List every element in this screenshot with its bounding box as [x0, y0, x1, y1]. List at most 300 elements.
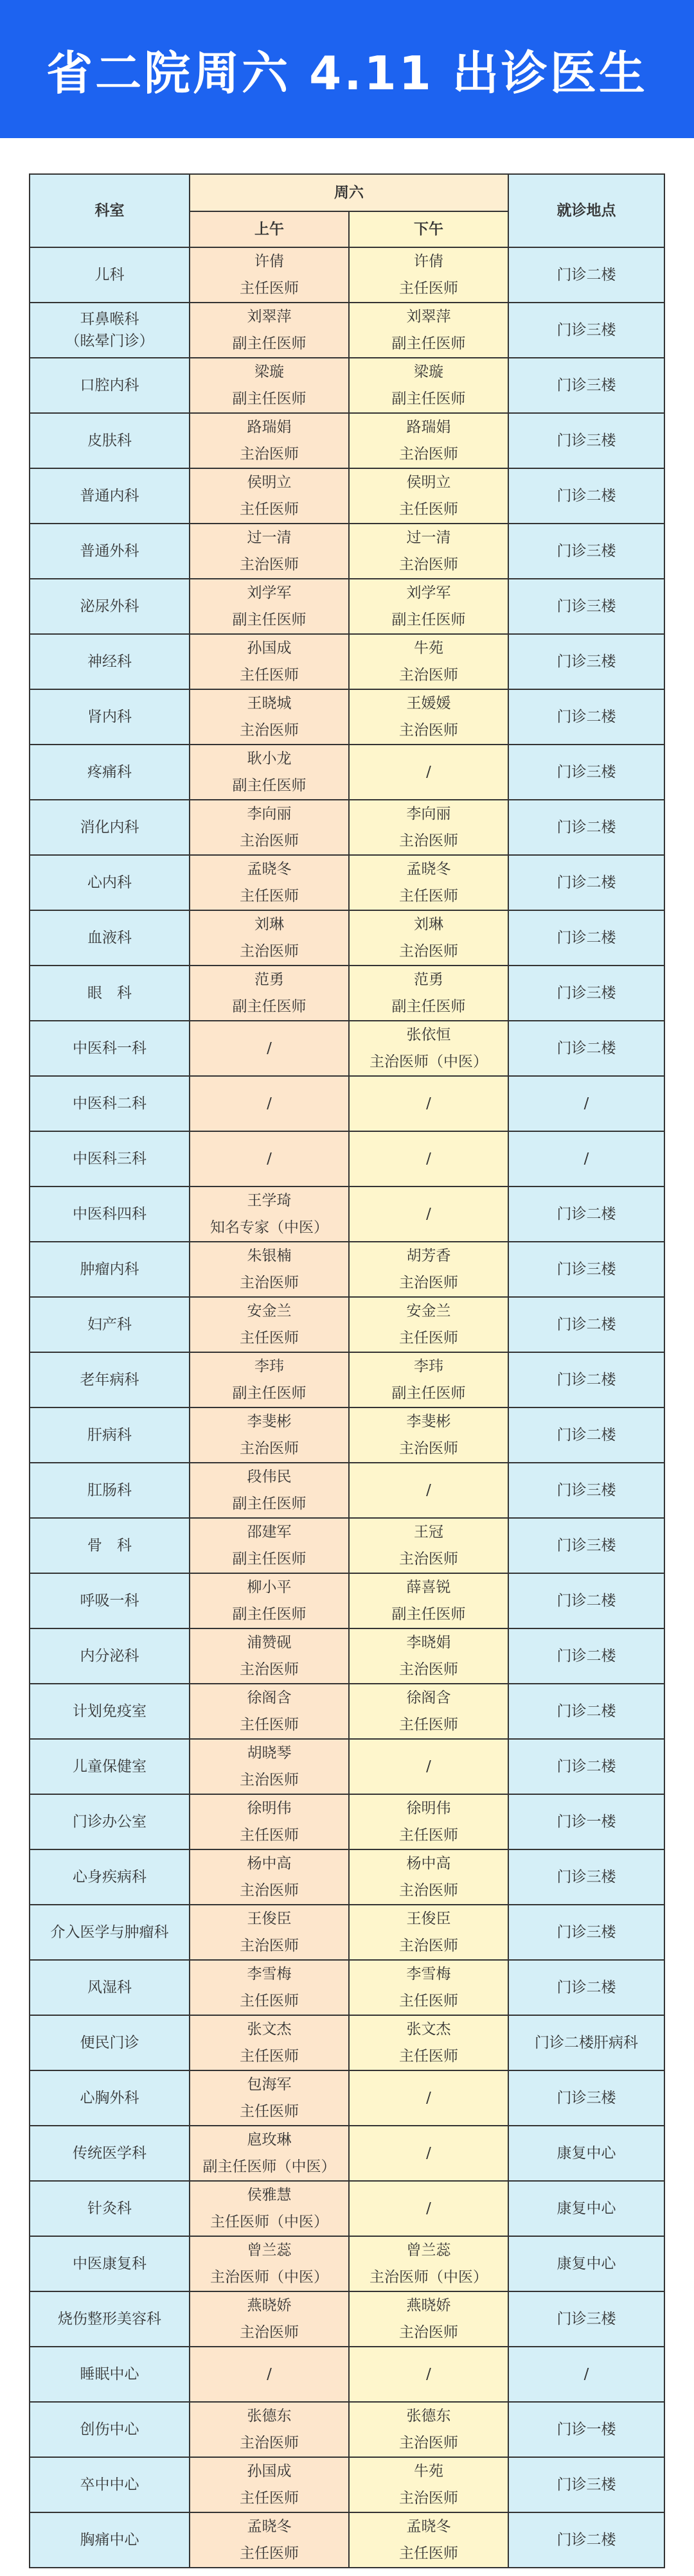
- department-name: 中医科三科: [73, 1151, 147, 1167]
- location-cell: 门诊三楼: [508, 413, 664, 468]
- am-doctor-cell: [190, 1849, 349, 1905]
- doctor-name: 过一清: [406, 529, 451, 546]
- doctor-title: 主治医师: [240, 1882, 299, 1899]
- location-cell: 门诊二楼: [508, 247, 664, 303]
- table-row: [30, 966, 664, 1021]
- am-doctor-cell: [190, 2347, 349, 2402]
- doctor-title: 主任医师: [399, 280, 458, 297]
- location-cell: 门诊二楼: [508, 689, 664, 745]
- doctor-title: 主任医师（中医）: [210, 2214, 328, 2230]
- am-doctor-cell: [190, 1187, 349, 1242]
- doctor-title: 知名专家（中医）: [210, 1219, 328, 1236]
- doctor-name: 孟晓冬: [406, 2518, 451, 2535]
- table-row: [30, 2126, 664, 2181]
- doctor-name: 刘翠萍: [247, 308, 292, 325]
- department-cell: [30, 689, 190, 745]
- pm-doctor-cell: [349, 303, 508, 358]
- pm-doctor-cell: [349, 2070, 508, 2126]
- location-cell: 康复中心: [508, 2181, 664, 2236]
- doctor-name: 杨中高: [406, 1855, 451, 1872]
- table-row: [30, 468, 664, 524]
- doctor-name: 曾兰蕊: [406, 2242, 451, 2259]
- location-cell: /: [508, 2347, 664, 2402]
- header-day: 周六: [190, 174, 508, 211]
- department-cell: [30, 579, 190, 634]
- doctor-name: 王俊臣: [406, 1910, 451, 1927]
- doctor-title: 主治医师: [399, 1661, 458, 1678]
- pm-doctor-cell: [349, 1905, 508, 1960]
- pm-doctor-cell: [349, 1960, 508, 2015]
- location-cell: 门诊二楼肝病科: [508, 2015, 664, 2070]
- doctor-name: 李斐彬: [406, 1413, 451, 1430]
- department-cell: [30, 2291, 190, 2347]
- doctor-name: 李斐彬: [247, 1413, 292, 1430]
- table-row: [30, 1684, 664, 1739]
- department-name: 针灸科: [87, 2200, 132, 2217]
- location-cell: 门诊三楼: [508, 745, 664, 800]
- department-cell: [30, 1905, 190, 1960]
- location-cell: 门诊二楼: [508, 468, 664, 524]
- doctor-name: 李雪梅: [247, 1966, 292, 1982]
- am-doctor-cell: [190, 524, 349, 579]
- doctor-title: 主治医师: [399, 1937, 458, 1954]
- doctor-name: 刘学军: [247, 585, 292, 601]
- location-cell: 门诊三楼: [508, 303, 664, 358]
- am-doctor-cell: [190, 1242, 349, 1297]
- doctor-title: 副主任医师（中医）: [202, 2158, 336, 2175]
- am-doctor-cell: [190, 1739, 349, 1794]
- location-cell: 门诊三楼: [508, 1242, 664, 1297]
- doctor-name: 梁璇: [254, 364, 284, 380]
- doctor-title: 主治医师: [240, 1275, 299, 1291]
- doctor-name: 刘学军: [406, 585, 451, 601]
- doctor-title: 主治医师: [399, 2324, 458, 2341]
- department-cell: [30, 2236, 190, 2291]
- doctor-name: 张文杰: [247, 2021, 292, 2038]
- doctor-title: 主治医师: [399, 943, 458, 960]
- department-name: 风湿科: [87, 1979, 132, 1996]
- table-row: [30, 1297, 664, 1352]
- pm-doctor-cell: [349, 1628, 508, 1684]
- doctor-title: 主任医师: [399, 501, 458, 518]
- doctor-name: 安金兰: [406, 1303, 451, 1319]
- doctor-title: 副主任医师: [232, 1606, 307, 1623]
- department-name: 老年病科: [80, 1372, 139, 1388]
- doctor-name: /: [426, 1758, 431, 1775]
- department-name: 普通外科: [80, 543, 139, 560]
- doctor-name: 徐阁含: [406, 1689, 451, 1706]
- pm-doctor-cell: [349, 1187, 508, 1242]
- table-row: [30, 1407, 664, 1463]
- department-name: 创伤中心: [80, 2421, 139, 2438]
- doctor-title: 副主任医师: [391, 612, 466, 628]
- location-cell: 门诊二楼: [508, 1297, 664, 1352]
- am-doctor-cell: [190, 1905, 349, 1960]
- doctor-title: 主治医师: [399, 556, 458, 573]
- pm-doctor-cell: [349, 1076, 508, 1131]
- am-doctor-cell: [190, 2291, 349, 2347]
- am-doctor-cell: [190, 2512, 349, 2568]
- table-row: [30, 855, 664, 910]
- department-cell: [30, 1849, 190, 1905]
- department-name: 计划免疫室: [73, 1703, 147, 1720]
- location-cell: 门诊二楼: [508, 2512, 664, 2568]
- department-cell: [30, 1297, 190, 1352]
- header-location: 就诊地点: [508, 174, 664, 247]
- table-row: [30, 1187, 664, 1242]
- department-name: 消化内科: [80, 819, 139, 836]
- department-name: 妇产科: [87, 1316, 132, 1333]
- doctor-title: 主治医师: [399, 1551, 458, 1567]
- doctor-title: 主治医师: [240, 446, 299, 463]
- doctor-title: 副主任医师: [232, 1551, 307, 1567]
- header-pm: 下午: [349, 211, 508, 247]
- doctor-name: 徐阁含: [247, 1689, 292, 1706]
- am-doctor-cell: [190, 2236, 349, 2291]
- am-doctor-cell: [190, 634, 349, 689]
- doctor-title: 主任医师: [240, 1330, 299, 1346]
- doctor-name: 李玮: [414, 1358, 443, 1375]
- table-row: [30, 2512, 664, 2568]
- pm-doctor-cell: [349, 2347, 508, 2402]
- location-cell: 门诊二楼: [508, 800, 664, 855]
- department-cell: [30, 1021, 190, 1076]
- doctor-title: 主治医师: [240, 1661, 299, 1678]
- doctor-title: 主治医师: [240, 833, 299, 849]
- doctor-name: 安金兰: [247, 1303, 292, 1319]
- doctor-name: 侯明立: [247, 474, 292, 491]
- location-cell: 门诊三楼: [508, 1463, 664, 1518]
- table-row: [30, 1518, 664, 1573]
- doctor-name: 孟晓冬: [406, 861, 451, 878]
- table-row: [30, 2347, 664, 2402]
- doctor-title: 主治医师: [240, 2435, 299, 2451]
- doctor-name: /: [426, 2090, 431, 2106]
- location-cell: 门诊三楼: [508, 966, 664, 1021]
- am-doctor-cell: [190, 800, 349, 855]
- location-cell: 门诊三楼: [508, 2457, 664, 2512]
- doctor-name: 朱银楠: [247, 1248, 292, 1264]
- doctor-name: 孟晓冬: [247, 861, 292, 878]
- doctor-name: 路瑞娟: [406, 419, 451, 436]
- pm-doctor-cell: [349, 413, 508, 468]
- department-cell: [30, 468, 190, 524]
- am-doctor-cell: [190, 1573, 349, 1628]
- am-doctor-cell: [190, 910, 349, 966]
- doctor-title: 主治医师: [399, 722, 458, 739]
- am-doctor-cell: [190, 358, 349, 413]
- table-row: [30, 1131, 664, 1187]
- pm-doctor-cell: [349, 579, 508, 634]
- department-cell: [30, 1518, 190, 1573]
- doctor-name: 李向丽: [406, 806, 451, 822]
- department-name: 耳鼻喉科: [80, 311, 139, 328]
- pm-doctor-cell: [349, 524, 508, 579]
- doctor-title: 主治医师: [240, 722, 299, 739]
- location-cell: 康复中心: [508, 2126, 664, 2181]
- doctor-title: 主治医师: [240, 1772, 299, 1788]
- department-cell: [30, 358, 190, 413]
- doctor-title: 主治医师: [240, 1440, 299, 1457]
- doctor-name: 王学琦: [247, 1192, 292, 1209]
- am-doctor-cell: [190, 579, 349, 634]
- doctor-title: 主治医师: [399, 667, 458, 684]
- location-cell: 门诊二楼: [508, 1573, 664, 1628]
- doctor-name: 刘琳: [414, 916, 443, 933]
- location-cell: 门诊二楼: [508, 1739, 664, 1794]
- pm-doctor-cell: [349, 1573, 508, 1628]
- am-doctor-cell: [190, 2457, 349, 2512]
- pm-doctor-cell: [349, 2402, 508, 2457]
- doctor-name: 王冠: [414, 1524, 443, 1540]
- department-cell: [30, 966, 190, 1021]
- table-row: [30, 2015, 664, 2070]
- doctor-name: 张德东: [406, 2408, 451, 2424]
- department-name: 儿童保健室: [73, 1758, 147, 1775]
- doctor-name: 王晓城: [247, 695, 292, 712]
- department-cell: [30, 1131, 190, 1187]
- table-row: [30, 745, 664, 800]
- doctor-name: /: [267, 2366, 272, 2383]
- location-cell: /: [508, 1131, 664, 1187]
- department-name: 烧伤整形美容科: [58, 2311, 161, 2327]
- department-name: 中医科一科: [73, 1040, 147, 1057]
- doctor-name: 包海军: [247, 2076, 292, 2093]
- doctor-title: 主任医师: [240, 2048, 299, 2065]
- am-doctor-cell: [190, 855, 349, 910]
- doctor-name: 薛喜锐: [406, 1579, 451, 1596]
- department-name: 血液科: [87, 930, 132, 946]
- page-title: 省二院周六 4.11 出诊医生: [46, 46, 648, 100]
- department-name: 骨 科: [87, 1537, 132, 1554]
- am-doctor-cell: [190, 1684, 349, 1739]
- department-name: 门诊办公室: [73, 1813, 147, 1830]
- doctor-name: /: [426, 764, 431, 781]
- location-cell: 康复中心: [508, 2236, 664, 2291]
- doctor-title: 副主任医师: [232, 612, 307, 628]
- doctor-title: 主任医师: [240, 280, 299, 297]
- doctor-name: 路瑞娟: [247, 419, 292, 436]
- table-row: [30, 1794, 664, 1849]
- pm-doctor-cell: [349, 2291, 508, 2347]
- doctor-title: 主任医师: [240, 1993, 299, 2009]
- doctor-name: 徐明伟: [247, 1800, 292, 1817]
- table-row: [30, 1739, 664, 1794]
- doctor-title: 主任医师: [240, 667, 299, 684]
- doctor-title: 副主任医师: [391, 335, 466, 352]
- doctor-name: 徐明伟: [406, 1800, 451, 1817]
- doctor-title: 副主任医师: [232, 777, 307, 794]
- department-name: 肛肠科: [87, 1482, 132, 1499]
- doctor-name: 孙国成: [247, 640, 292, 657]
- table-row: [30, 2291, 664, 2347]
- pm-doctor-cell: [349, 1021, 508, 1076]
- pm-doctor-cell: [349, 1463, 508, 1518]
- department-name: 泌尿外科: [80, 598, 139, 615]
- location-cell: 门诊三楼: [508, 524, 664, 579]
- doctor-name: 刘翠萍: [406, 308, 451, 325]
- table-row: [30, 910, 664, 966]
- table-row: [30, 2236, 664, 2291]
- pm-doctor-cell: [349, 358, 508, 413]
- department-cell: [30, 910, 190, 966]
- doctor-name: /: [426, 2200, 431, 2217]
- department-cell: [30, 303, 190, 358]
- department-cell: [30, 2402, 190, 2457]
- department-name: 便民门诊: [80, 2034, 139, 2051]
- pm-doctor-cell: [349, 1297, 508, 1352]
- am-doctor-cell: [190, 1794, 349, 1849]
- title-banner: [0, 0, 694, 138]
- doctor-title: 主任医师: [240, 501, 299, 518]
- am-doctor-cell: [190, 1463, 349, 1518]
- department-name: 呼吸一科: [80, 1592, 139, 1609]
- table-row: [30, 1021, 664, 1076]
- doctor-title: 副主任医师: [232, 391, 307, 407]
- doctor-title: 主任医师: [240, 2545, 299, 2562]
- am-doctor-cell: [190, 1297, 349, 1352]
- doctor-name: 柳小平: [247, 1579, 292, 1596]
- table-row: [30, 2181, 664, 2236]
- doctor-name: 范勇: [414, 971, 443, 988]
- department-cell: [30, 2457, 190, 2512]
- department-name: 内分泌科: [80, 1648, 139, 1664]
- pm-doctor-cell: [349, 2181, 508, 2236]
- doctor-name: 张德东: [247, 2408, 292, 2424]
- doctor-title: 主治医师: [399, 1440, 458, 1457]
- table-row: [30, 2070, 664, 2126]
- doctor-name: 范勇: [254, 971, 284, 988]
- department-cell: [30, 1684, 190, 1739]
- department-name: 口腔内科: [80, 377, 139, 394]
- department-name: 眼 科: [87, 985, 132, 1001]
- pm-doctor-cell: [349, 2015, 508, 2070]
- doctor-name: 浦赞砚: [247, 1634, 292, 1651]
- doctor-name: 胡晓琴: [247, 1745, 292, 1761]
- doctor-title: 主治医师: [240, 2324, 299, 2341]
- table-row: [30, 247, 664, 303]
- department-cell: [30, 800, 190, 855]
- table-row: [30, 358, 664, 413]
- pm-doctor-cell: [349, 2457, 508, 2512]
- doctor-title: 主任医师: [240, 1716, 299, 1733]
- location-cell: 门诊二楼: [508, 1960, 664, 2015]
- pm-doctor-cell: [349, 1407, 508, 1463]
- department-cell: [30, 2512, 190, 2568]
- department-name: 心内科: [87, 874, 132, 891]
- doctor-name: 段伟民: [247, 1469, 292, 1485]
- pm-doctor-cell: [349, 855, 508, 910]
- doctor-name: 邵建军: [247, 1524, 292, 1540]
- pm-doctor-cell: [349, 2236, 508, 2291]
- doctor-title: 主治医师: [399, 2435, 458, 2451]
- location-cell: 门诊三楼: [508, 1849, 664, 1905]
- pm-doctor-cell: [349, 1684, 508, 1739]
- am-doctor-cell: [190, 247, 349, 303]
- location-cell: 门诊二楼: [508, 1628, 664, 1684]
- doctor-name: 张依恒: [406, 1027, 451, 1043]
- doctor-name: 牛苑: [414, 640, 443, 657]
- am-doctor-cell: [190, 1407, 349, 1463]
- doctor-title: 主任医师: [399, 1993, 458, 2009]
- department-cell: [30, 1076, 190, 1131]
- department-cell: [30, 1794, 190, 1849]
- doctor-title: 主治医师（中医）: [369, 2269, 488, 2286]
- doctor-name: 李玮: [254, 1358, 284, 1375]
- doctor-title: 主治医师: [240, 1937, 299, 1954]
- location-cell: /: [508, 1076, 664, 1131]
- department-name: 心胸外科: [80, 2090, 139, 2106]
- am-doctor-cell: [190, 1518, 349, 1573]
- am-doctor-cell: [190, 1628, 349, 1684]
- am-doctor-cell: [190, 1131, 349, 1187]
- location-cell: 门诊三楼: [508, 579, 664, 634]
- doctor-title: 副主任医师: [232, 998, 307, 1015]
- location-cell: 门诊三楼: [508, 358, 664, 413]
- table-row: [30, 1352, 664, 1407]
- pm-doctor-cell: [349, 634, 508, 689]
- schedule-table: [29, 173, 665, 2568]
- table-row: [30, 413, 664, 468]
- department-name: 中医科二科: [73, 1095, 147, 1112]
- doctor-name: 孟晓冬: [247, 2518, 292, 2535]
- department-name: 普通内科: [80, 488, 139, 504]
- department-cell: [30, 2070, 190, 2126]
- location-cell: 门诊三楼: [508, 1905, 664, 1960]
- doctor-name: 胡芳香: [406, 1248, 451, 1264]
- doctor-name: 刘琳: [254, 916, 284, 933]
- pm-doctor-cell: [349, 800, 508, 855]
- doctor-name: 扈玫琳: [247, 2131, 292, 2148]
- am-doctor-cell: [190, 2181, 349, 2236]
- table-row: [30, 1905, 664, 1960]
- doctor-title: 主任医师: [399, 2545, 458, 2562]
- doctor-name: 梁璇: [414, 364, 443, 380]
- am-doctor-cell: [190, 1021, 349, 1076]
- table-row: [30, 1628, 664, 1684]
- department-name: 中医康复科: [73, 2255, 147, 2272]
- doctor-title: 主治医师: [399, 833, 458, 849]
- department-name: 中医科四科: [73, 1206, 147, 1222]
- department-cell: [30, 855, 190, 910]
- location-cell: 门诊二楼: [508, 1187, 664, 1242]
- department-name: 肝病科: [87, 1427, 132, 1443]
- doctor-name: 孙国成: [247, 2463, 292, 2480]
- pm-doctor-cell: [349, 1739, 508, 1794]
- doctor-title: 主治医师: [399, 446, 458, 463]
- doctor-title: 主治医师: [240, 943, 299, 960]
- department-subname: （眩晕门诊）: [65, 333, 154, 349]
- pm-doctor-cell: [349, 1131, 508, 1187]
- doctor-title: 主任医师: [240, 888, 299, 904]
- department-name: 胸痛中心: [80, 2532, 139, 2548]
- department-name: 传统医学科: [73, 2145, 147, 2162]
- pm-doctor-cell: [349, 689, 508, 745]
- doctor-name: 过一清: [247, 529, 292, 546]
- am-doctor-cell: [190, 413, 349, 468]
- doctor-title: 主治医师: [399, 1275, 458, 1291]
- pm-doctor-cell: [349, 1518, 508, 1573]
- doctor-title: 副主任医师: [391, 998, 466, 1015]
- pm-doctor-cell: [349, 1794, 508, 1849]
- department-cell: [30, 2015, 190, 2070]
- location-cell: 门诊二楼: [508, 1684, 664, 1739]
- doctor-title: 主治医师（中医）: [369, 1054, 488, 1070]
- doctor-name: 侯雅慧: [247, 2187, 292, 2203]
- am-doctor-cell: [190, 2126, 349, 2181]
- doctor-name: 许倩: [254, 253, 284, 270]
- doctor-name: 杨中高: [247, 1855, 292, 1872]
